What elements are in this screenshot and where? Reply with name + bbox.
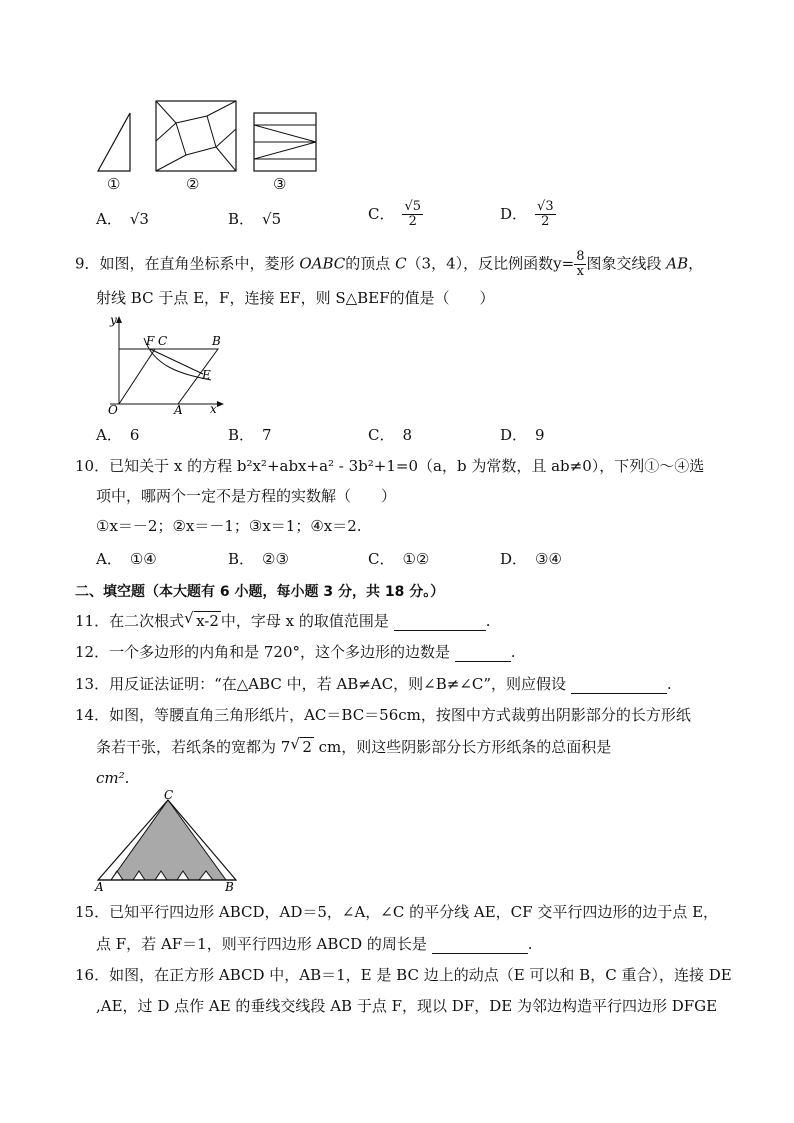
q13-text: 13．用反证法证明：“在△ABC 中，若 AB≠AC，则∠B≠∠C”，则应假设 xyxy=(75,675,567,693)
option-label: B． xyxy=(228,550,255,568)
option-text: ①④ xyxy=(129,550,157,568)
q15-end: . xyxy=(527,935,533,953)
radical-sign: √ xyxy=(290,735,300,753)
q8-figure-2-line xyxy=(216,147,236,171)
option-label: C． xyxy=(368,426,395,444)
q12-text: 12．一个多边形的内角和是 720°，这个多边形的边数是 xyxy=(75,643,450,661)
q8-option-c[interactable] xyxy=(368,200,423,229)
q8-figure-label-1: ① xyxy=(107,175,121,193)
q11-end: . xyxy=(485,612,491,630)
q8-figure-2-line xyxy=(207,101,236,116)
fraction-denominator: 2 xyxy=(541,214,550,229)
option-label: A． xyxy=(96,426,122,444)
q14-label-b: B xyxy=(225,880,234,894)
option-label: A． xyxy=(96,550,122,568)
fraction-numerator: √5 xyxy=(404,199,422,214)
q14-line-2-post: cm，则这些阴影部分长方形纸条的总面积是 xyxy=(313,738,612,756)
q9-label-o: O xyxy=(108,403,118,417)
q9-func-frac xyxy=(574,250,586,279)
q9-axis-y-arrow xyxy=(116,316,122,323)
q14-shaded-region xyxy=(111,800,226,880)
option-label: B． xyxy=(228,210,255,228)
q14-line-2 xyxy=(96,737,611,757)
q9-option-a[interactable] xyxy=(96,424,139,445)
q16-line-2: ,AE，过 D 点作 AE 的垂线交线段 AB 于点 F，现以 DF，DE 为邻边构造平行四边形 DFGE xyxy=(96,997,718,1015)
q14-figure xyxy=(92,788,242,896)
q9-label-b: B xyxy=(212,334,221,348)
q10-line-2: 项中，哪两个一定不是方程的实数解（ ） xyxy=(96,487,397,505)
q15-line-1: 15．已知平行四边形 ABCD，AD＝5，∠A，∠C 的平分线 AE，CF 交平行四边形的边于点 E， xyxy=(75,903,719,921)
q9-c-point: C xyxy=(395,254,407,273)
q9-label-a: A xyxy=(174,403,183,417)
q11-pre: 11．在二次根式 xyxy=(75,612,185,630)
q14-line-2-pre: 条若干张，若纸条的宽都为 7 xyxy=(96,738,291,756)
q10-option-c[interactable] xyxy=(368,548,429,569)
q9-text-2: 的顶点 xyxy=(345,254,391,273)
q16-line-1: 16．如图，在正方形 ABCD 中，AB＝1，E 是 BC 边上的动点（E 可以和 B，C 重合），连接 DE xyxy=(75,966,732,984)
option-label: D． xyxy=(500,550,528,568)
q8-figure-3-line xyxy=(254,125,316,142)
option-label: D． xyxy=(500,204,528,223)
q15-line-2 xyxy=(96,934,532,954)
q15-blank[interactable] xyxy=(432,937,528,954)
q11-post: 中，字母 x 的取值范围是 xyxy=(220,612,389,630)
option-text: 7 xyxy=(262,426,272,444)
option-text: 6 xyxy=(129,426,140,444)
q9-oabc: OABC xyxy=(299,254,346,273)
q13-line xyxy=(75,674,672,694)
q9-text-3: 图象交线段 xyxy=(586,254,662,273)
q11-line xyxy=(75,611,490,631)
q9-text-1: 如图，在直角坐标系中，菱形 xyxy=(99,254,295,273)
option-text: 8 xyxy=(402,426,413,444)
sqrt xyxy=(184,611,221,631)
q10-option-a[interactable] xyxy=(96,548,157,569)
q9-label-e: E xyxy=(202,368,211,382)
q13-blank[interactable] xyxy=(571,677,667,694)
q8-figure-1-triangle xyxy=(98,113,130,171)
q9-number: 9． xyxy=(75,254,100,273)
q8-figure-2-line xyxy=(156,155,186,171)
q9-line-1: 9．如图，在直角坐标系中，菱形 OABC的顶点 C（3，4），反比例函数y= $\frac{8}{x}$ 图象交线段 AB， xyxy=(75,249,704,279)
q8-figure-2-inner xyxy=(176,116,216,155)
option-label: A． xyxy=(96,210,122,228)
fraction xyxy=(402,200,423,229)
q8-option-a[interactable] xyxy=(96,208,149,229)
q9-label-f: F xyxy=(146,334,155,348)
radical-sign: √ xyxy=(184,609,194,627)
option-text: ①② xyxy=(402,550,430,568)
q9-figure xyxy=(96,312,231,417)
q8-figures xyxy=(90,95,330,195)
radicand: x-2 xyxy=(196,612,219,630)
q9-option-b[interactable] xyxy=(228,424,272,445)
q8-figure-2-line xyxy=(156,101,176,123)
q9-option-c[interactable] xyxy=(368,424,412,445)
fraction-denominator: x xyxy=(576,264,584,279)
q9-label-x: x xyxy=(210,402,217,416)
q8-figure-2-square xyxy=(156,101,236,171)
option-text: √5 xyxy=(262,210,282,228)
q9-axis-x-arrow xyxy=(217,401,224,407)
option-text: √3 xyxy=(129,210,149,228)
radicand: 2 xyxy=(302,738,312,756)
option-label: C． xyxy=(368,550,395,568)
fraction-numerator: 8 xyxy=(576,249,585,264)
q9-coord: （3，4），反比例函数 xyxy=(406,254,554,273)
q10-line-3: ①x＝－2；②x＝－1；③x＝1；④x＝2. xyxy=(96,517,362,535)
option-label: B． xyxy=(228,426,255,444)
q10-option-b[interactable] xyxy=(228,548,289,569)
q10-option-d[interactable] xyxy=(500,548,562,569)
q12-end: . xyxy=(510,643,516,661)
q15-line-2-text: 点 F，若 AF＝1，则平行四边形 ABCD 的周长是 xyxy=(96,935,427,953)
q8-figure-label-2: ② xyxy=(186,175,200,193)
q8-option-d[interactable] xyxy=(500,200,556,229)
q14-label-c: C xyxy=(164,788,174,802)
q9-line-2: 射线 BC 于点 E，F，连接 EF，则 S△BEF的值是（ ） xyxy=(96,289,495,307)
q13-end: . xyxy=(666,675,672,693)
q9-option-d[interactable] xyxy=(500,424,545,445)
q9-ab: AB xyxy=(666,254,689,273)
option-text: ②③ xyxy=(262,550,289,568)
q8-figure-3-line xyxy=(254,142,316,159)
sqrt xyxy=(290,737,314,757)
q14-line-3: cm². xyxy=(96,769,130,787)
fraction-numerator: √3 xyxy=(537,199,554,214)
q9-func-y: y= xyxy=(553,254,575,273)
q9-label-c: C xyxy=(158,334,168,348)
q14-label-a: A xyxy=(95,880,104,894)
option-text: ③④ xyxy=(535,550,562,568)
fraction-denominator: 2 xyxy=(408,214,417,229)
option-text: 9 xyxy=(535,426,545,444)
q8-figure-label-3: ③ xyxy=(273,175,287,193)
q10-line-1: 10．已知关于 x 的方程 b²x²+abx+a² - 3b²+1=0（a，b 为常数，且 ab≠0），下列①～④选 xyxy=(75,457,705,475)
option-label: C． xyxy=(368,204,395,223)
q11-blank[interactable] xyxy=(394,614,486,631)
q9-label-y: y xyxy=(110,313,117,327)
q12-blank[interactable] xyxy=(455,645,511,662)
fraction xyxy=(535,200,556,229)
q8-option-b[interactable] xyxy=(228,208,281,229)
q14-line-1: 14．如图，等腰直角三角形纸片，AC＝BC＝56cm，按图中方式裁剪出阴影部分的长方形纸 xyxy=(75,706,691,724)
q8-figure-2-line xyxy=(156,123,176,141)
q8-figure-2-line xyxy=(216,129,236,147)
q12-line xyxy=(75,642,516,662)
section-title: 二、填空题（本大题有 6 小题，每小题 3 分，共 18 分。） xyxy=(75,584,445,600)
option-label: D． xyxy=(500,426,528,444)
